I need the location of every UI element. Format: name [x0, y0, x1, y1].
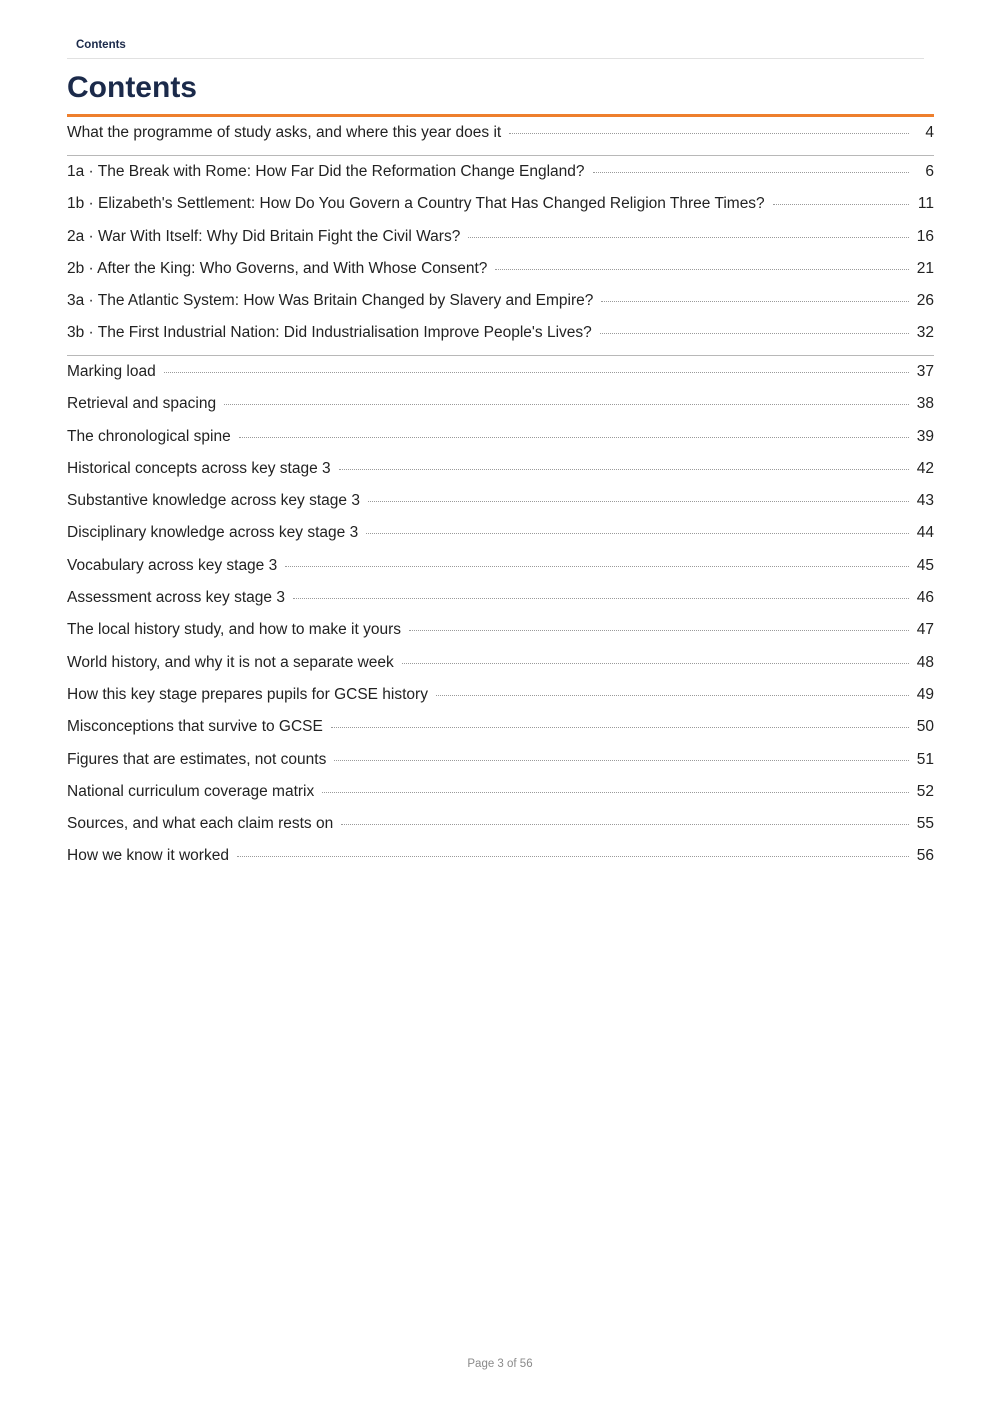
toc-dot-leader — [322, 792, 909, 793]
running-header-text: Contents — [76, 39, 126, 51]
toc-entry-label: Historical concepts across key stage 3 — [67, 459, 331, 477]
toc-entry[interactable] — [67, 685, 934, 717]
toc-entry-page-number: 44 — [916, 524, 934, 542]
toc-entry[interactable] — [67, 394, 934, 426]
toc-dot-leader — [495, 269, 909, 270]
toc-entry-page-number: 4 — [925, 124, 934, 141]
toc-entry[interactable] — [67, 259, 934, 291]
toc-entry-page-number: 21 — [916, 259, 934, 277]
toc-entry-label: Assessment across key stage 3 — [67, 589, 285, 607]
toc-entry-page-number: 51 — [916, 750, 934, 768]
toc-entry-label: Disciplinary knowledge across key stage 3 — [67, 524, 359, 542]
toc-entry-label: 2a · War With Itself: Why Did Britain Fight the Civil Wars? — [67, 227, 461, 245]
toc-dot-leader — [601, 301, 909, 302]
toc-entry-page-number: 11 — [917, 195, 934, 213]
toc-entry-page-number: 48 — [916, 653, 934, 671]
toc-entry[interactable] — [67, 750, 934, 782]
toc-entry-label: 1b · Elizabeth's Settlement: How Do You Govern a Country That Has Changed Religion Three Times? — [67, 195, 765, 213]
toc-entry-label: 2b · After the King: Who Governs, and With Whose Consent? — [67, 259, 488, 277]
toc-entry-label: Vocabulary across key stage 3 — [67, 556, 278, 574]
toc-entry-label: National curriculum coverage matrix — [67, 782, 315, 800]
toc-group-sections — [67, 356, 934, 896]
toc-dot-leader — [334, 760, 909, 761]
toc-entry-page-number: 37 — [916, 363, 934, 380]
toc-entry[interactable] — [67, 362, 934, 394]
toc-entry-page-number: 45 — [916, 556, 934, 574]
toc-entry[interactable] — [67, 620, 934, 652]
toc-entry-label: The chronological spine — [67, 427, 231, 445]
toc-entry[interactable] — [67, 162, 934, 194]
toc-entry-page-number: 39 — [916, 427, 934, 445]
toc-entry-label: Substantive knowledge across key stage 3 — [67, 492, 360, 510]
toc-entry[interactable] — [67, 846, 934, 878]
toc-entry-page-number: 49 — [916, 685, 934, 703]
toc-dot-leader — [468, 237, 909, 238]
toc-dot-leader — [436, 695, 909, 696]
toc-dot-leader — [331, 727, 909, 728]
toc-entry-page-number: 32 — [916, 324, 934, 342]
toc-dot-leader — [285, 566, 909, 567]
toc-entry-page-number: 42 — [916, 459, 934, 477]
toc-entry[interactable] — [67, 123, 934, 155]
toc-entry-label: Marking load — [67, 363, 156, 380]
toc-entry[interactable] — [67, 523, 934, 555]
toc-entry[interactable] — [67, 653, 934, 685]
toc-entry-label: The local history study, and how to make it yours — [67, 621, 401, 639]
toc-entry-page-number: 52 — [916, 782, 934, 800]
toc-entry-label: How this key stage prepares pupils for GCSE history — [67, 685, 428, 703]
toc-entry[interactable] — [67, 291, 934, 323]
toc-entry-page-number: 55 — [916, 815, 934, 833]
toc-dot-leader — [368, 501, 909, 502]
toc-entry-page-number: 38 — [916, 395, 934, 413]
toc-entry-label: What the programme of study asks, and where this year does it — [67, 124, 502, 141]
toc-entry-label: Sources, and what each claim rests on — [67, 815, 334, 833]
toc-entry-page-number: 43 — [916, 492, 934, 510]
toc-dot-leader — [773, 204, 909, 205]
toc-entry-page-number: 6 — [925, 163, 934, 180]
toc-dot-leader — [339, 469, 909, 470]
toc-entry-page-number: 16 — [916, 227, 934, 245]
toc-entry-label: 3a · The Atlantic System: How Was Britain Changed by Slavery and Empire? — [67, 292, 594, 310]
toc-entry-label: How we know it worked — [67, 847, 229, 865]
toc-dot-leader — [224, 404, 909, 405]
page-title: Contents — [67, 71, 197, 104]
toc-entry[interactable] — [67, 588, 934, 620]
toc-dot-leader — [341, 824, 909, 825]
toc-entry[interactable] — [67, 427, 934, 459]
toc-entry-label: World history, and why it is not a separate week — [67, 653, 394, 671]
toc-dot-leader — [237, 856, 909, 857]
toc-dot-leader — [600, 333, 909, 334]
toc-entry[interactable] — [67, 782, 934, 814]
toc-entry-page-number: 26 — [916, 292, 934, 310]
toc-entry[interactable] — [67, 227, 934, 259]
toc-entry[interactable] — [67, 323, 934, 355]
toc-dot-leader — [239, 437, 909, 438]
toc-entry-label: Retrieval and spacing — [67, 395, 217, 413]
toc-dot-leader — [509, 133, 909, 134]
toc-entry[interactable] — [67, 814, 934, 846]
toc-entry-page-number: 56 — [916, 847, 934, 865]
toc-entry[interactable] — [67, 194, 934, 226]
toc-entry-label: 3b · The First Industrial Nation: Did Industrialisation Improve People's Lives? — [67, 324, 592, 342]
table-of-contents — [67, 117, 934, 896]
toc-entry[interactable] — [67, 491, 934, 523]
running-header — [67, 38, 924, 59]
toc-entry-page-number: 47 — [916, 621, 934, 639]
toc-entry-page-number: 50 — [916, 718, 934, 736]
toc-dot-leader — [366, 533, 909, 534]
toc-entry[interactable] — [67, 717, 934, 749]
toc-group-intro — [67, 117, 934, 156]
toc-dot-leader — [293, 598, 909, 599]
toc-entry-label: Misconceptions that survive to GCSE — [67, 718, 323, 736]
toc-dot-leader — [402, 663, 909, 664]
toc-dot-leader — [164, 372, 909, 373]
toc-dot-leader — [409, 630, 909, 631]
toc-dot-leader — [593, 172, 909, 173]
page-footer: Page 3 of 56 — [467, 1358, 533, 1370]
toc-group-units — [67, 156, 934, 356]
toc-entry[interactable] — [67, 556, 934, 588]
toc-entry-page-number: 46 — [916, 589, 934, 607]
toc-entry-label: 1a · The Break with Rome: How Far Did the Reformation Change England? — [67, 163, 585, 180]
toc-entry[interactable] — [67, 459, 934, 491]
toc-entry-label: Figures that are estimates, not counts — [67, 750, 327, 768]
